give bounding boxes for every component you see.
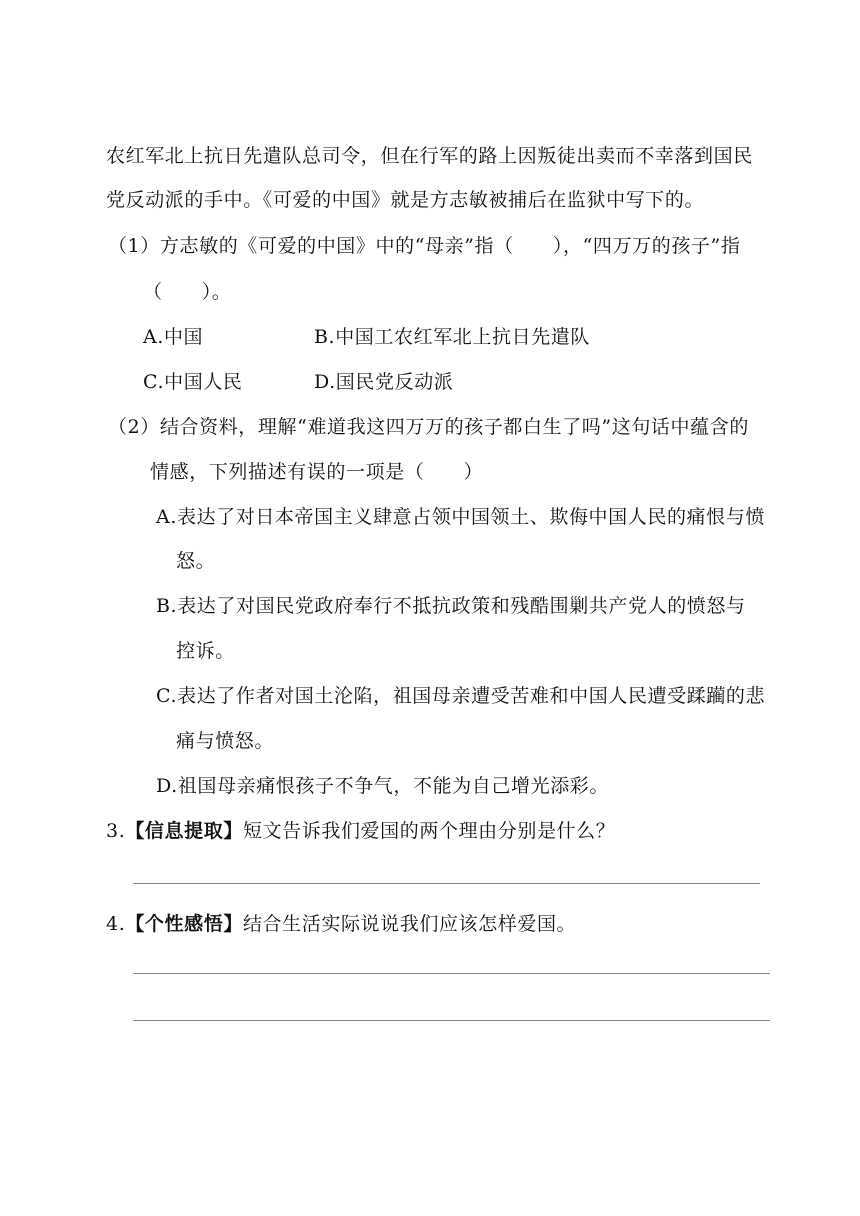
q3-prompt (106, 820, 615, 842)
q4-answer-line-1[interactable] (133, 973, 770, 974)
q2-option-b-line-2: 控诉。 (176, 640, 235, 662)
q2-option-d: D.祖国母亲痛恨孩子不争气，不能为自己增光添彩。 (156, 775, 609, 797)
intro-line-1: 农红军北上抗日先遣队总司令，但在行军的路上因叛徒出卖而不幸落到国民 (106, 145, 753, 167)
q3-text: 短文告诉我们爱国的两个理由分别是什么？ (242, 820, 616, 842)
q1-option-c: C.中国人民 (143, 371, 243, 393)
intro-line-2: 党反动派的手中。《可爱的中国》就是方志敏被捕后在监狱中写下的。 (106, 189, 705, 211)
q1-stem-line-2: （ ）。 (143, 281, 232, 303)
q4-number: 4. (106, 913, 126, 935)
q1-option-d: D.国民党反动派 (314, 371, 454, 393)
q2-option-a-line-1: A.表达了对日本帝国主义肆意占领中国领土、欺侮中国人民的痛恨与愤 (156, 506, 765, 528)
q2-option-c-line-2: 痛与愤怒。 (176, 730, 275, 752)
q2-stem-line-2: 情感，下列描述有误的一项是（ ） (150, 461, 484, 483)
q4-answer-line-2[interactable] (133, 1020, 770, 1021)
q3-tag: 【信息提取】 (125, 820, 243, 842)
q2-option-b-line-1: B.表达了对国民党政府奉行不抵抗政策和残酷围剿共产党人的愤怒与 (156, 595, 746, 617)
q4-tag: 【个性感悟】 (125, 913, 243, 935)
q1-option-a: A.中国 (143, 326, 204, 348)
q2-option-a-line-2: 怒。 (176, 550, 216, 572)
q2-option-c-line-1: C.表达了作者对国土沦陷，祖国母亲遭受苦难和中国人民遭受蹂躏的悲 (156, 685, 766, 707)
q1-stem-line-1: （1）方志敏的《可爱的中国》中的“母亲”指（ ），“四万万的孩子”指 (108, 235, 741, 257)
q3-number: 3. (106, 820, 126, 842)
q3-answer-line[interactable] (133, 883, 760, 884)
q2-stem-line-1: （2）结合资料，理解“难道我这四万万的孩子都白生了吗”这句话中蕴含的 (108, 416, 749, 438)
q4-text: 结合生活实际说说我们应该怎样爱国。 (242, 913, 577, 935)
q1-option-b: B.中国工农红军北上抗日先遣队 (314, 326, 591, 348)
q4-prompt (106, 913, 576, 935)
